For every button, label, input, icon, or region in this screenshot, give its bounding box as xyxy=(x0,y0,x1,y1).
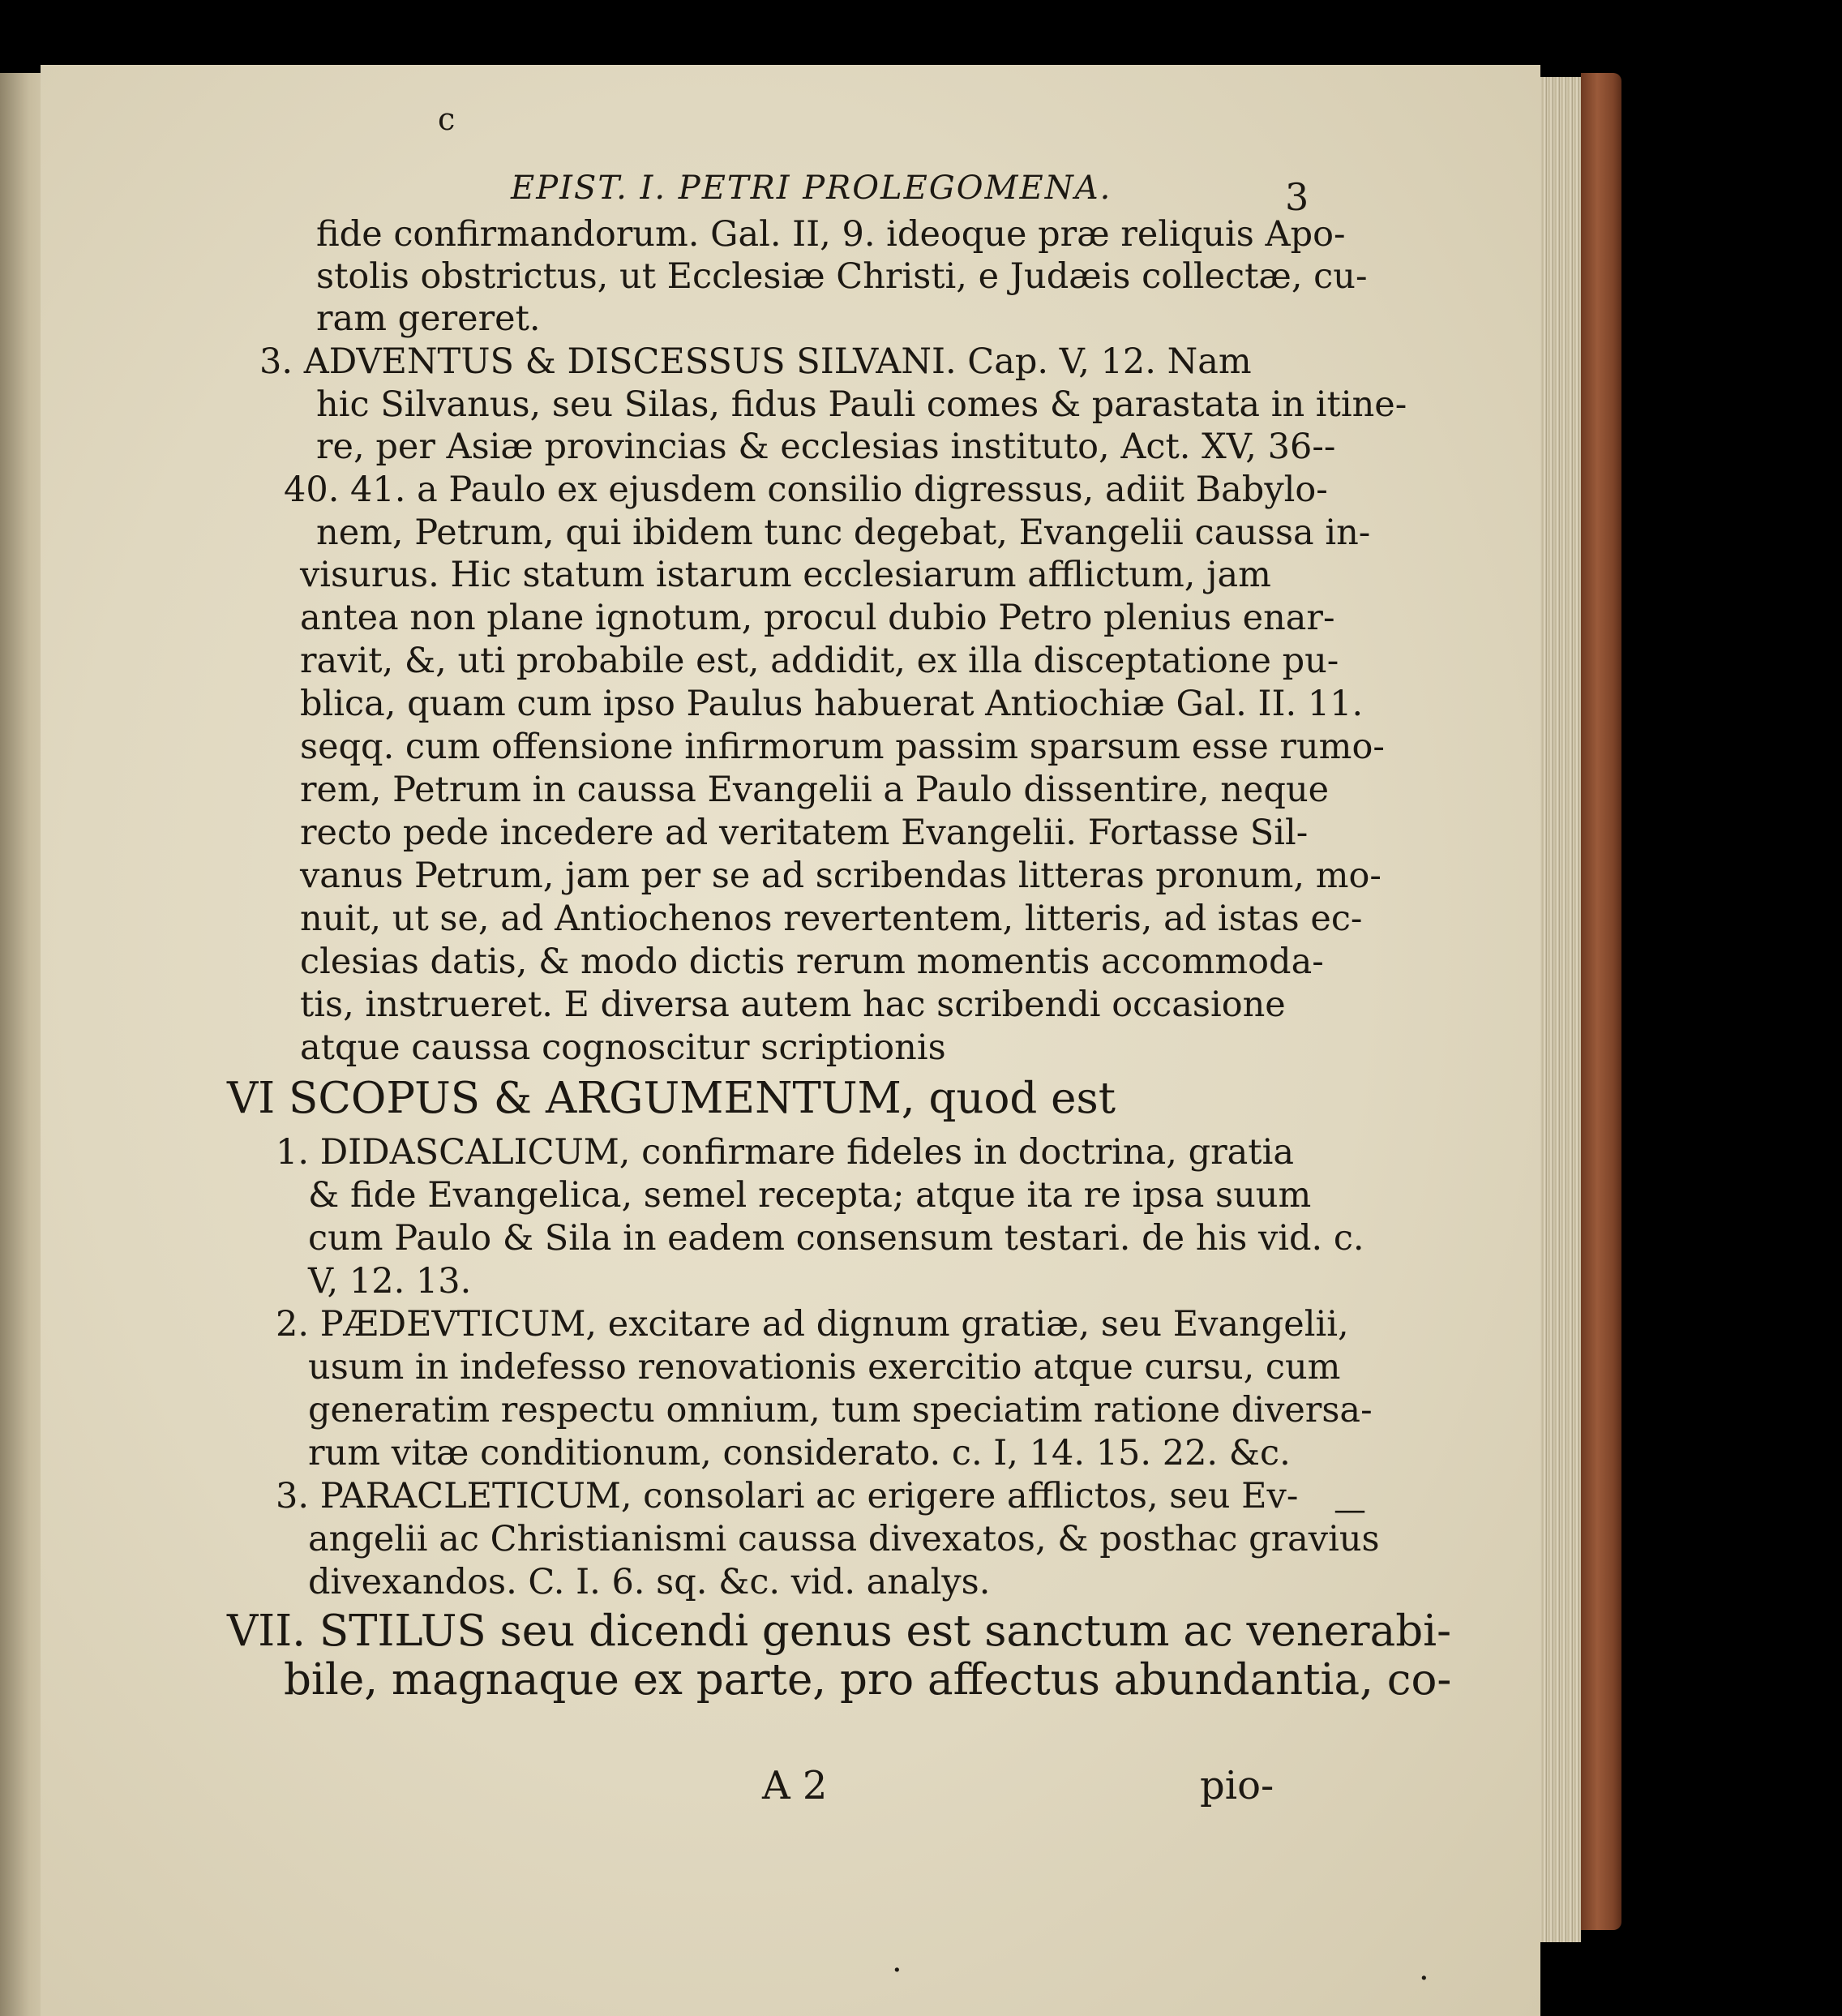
text-line: visurus. Hic statum istarum ecclesiarum afflictum, jam xyxy=(300,555,1271,595)
text-line: recto pede incedere ad veritatem Evangelii. Fortasse Sil- xyxy=(300,813,1309,853)
margin-mark: · xyxy=(892,1952,902,1989)
text-line: blica, quam cum ipso Paulus habuerat Antiochiæ Gal. II. 11. xyxy=(300,684,1364,724)
text-line: cum Paulo & Sila in eadem consensum testari. de his vid. c. xyxy=(308,1218,1364,1259)
text-line: atque caussa cognoscitur scriptionis xyxy=(300,1027,946,1068)
text-line: V, 12. 13. xyxy=(308,1261,472,1302)
text-line: stolis obstrictus, ut Ecclesiæ Christi, e Judæis collectæ, cu- xyxy=(316,256,1368,297)
text-line: 3. PARACLETICUM, consolari ac erigere afflictos, seu Ev- xyxy=(276,1476,1299,1516)
page-text xyxy=(41,65,1540,2016)
margin-mark: — xyxy=(1334,1491,1366,1529)
text-line: hic Silvanus, seu Silas, fidus Pauli comes & parastata in itine- xyxy=(316,384,1407,425)
text-line: re, per Asiæ provincias & ecclesias instituto, Act. XV, 36-- xyxy=(316,427,1336,467)
running-head: EPIST. I. PETRI PROLEGOMENA. xyxy=(511,169,1112,207)
text-line: rem, Petrum in caussa Evangelii a Paulo dissentire, neque xyxy=(300,770,1330,810)
page-edges xyxy=(1540,77,1581,1942)
text-line: vanus Petrum, jam per se ad scribendas litteras pronum, mo- xyxy=(300,856,1382,896)
text-line: rum vitæ conditionum, considerato. c. I, 14. 15. 22. &c. xyxy=(308,1433,1291,1473)
text-line: tis, instrueret. E diversa autem hac scribendi occasione xyxy=(300,984,1286,1025)
signature-mark: A 2 xyxy=(762,1763,828,1808)
margin-mark: · xyxy=(1419,1960,1429,1997)
text-line: VII. STILUS seu dicendi genus est sanctum ac venerabi- xyxy=(227,1606,1452,1656)
text-line: nem, Petrum, qui ibidem tunc degebat, Evangelii caussa in- xyxy=(316,513,1371,553)
text-line: seqq. cum offensione infirmorum passim sparsum esse rumo- xyxy=(300,727,1385,767)
text-line: VI SCOPUS & ARGUMENTUM, quod est xyxy=(227,1074,1116,1123)
text-line: clesias datis, & modo dictis rerum momentis accommoda- xyxy=(300,942,1324,982)
text-line: antea non plane ignotum, procul dubio Petro plenius enar- xyxy=(300,598,1335,638)
book-page xyxy=(41,65,1540,2016)
text-line: fide confirmandorum. Gal. II, 9. ideoque præ reliquis Apo- xyxy=(316,214,1346,255)
text-line: bile, magnaque ex parte, pro affectus abundantia, co- xyxy=(284,1655,1452,1705)
text-line: 40. 41. a Paulo ex ejusdem consilio digressus, adiit Babylo- xyxy=(284,470,1328,510)
catchword: pio- xyxy=(1200,1763,1274,1808)
page-number: 3 xyxy=(1285,175,1311,219)
book-cover-edge xyxy=(1581,73,1621,1930)
text-line: 1. DIDASCALICUM, confirmare fideles in doctrina, gratia xyxy=(276,1132,1294,1173)
text-line: angelii ac Christianismi caussa divexatos, & posthac gravius xyxy=(308,1519,1380,1559)
text-line: 2. PÆDEVTICUM, excitare ad dignum gratiæ, seu Evangelii, xyxy=(276,1304,1349,1345)
text-line: ram gereret. xyxy=(316,298,541,339)
text-line: divexandos. C. I. 6. sq. &c. vid. analys. xyxy=(308,1562,991,1602)
text-line: nuit, ut se, ad Antiochenos revertentem, litteris, ad istas ec- xyxy=(300,899,1363,939)
text-line: 3. ADVENTUS & DISCESSUS SILVANI. Cap. V, 12. Nam xyxy=(259,341,1252,382)
text-line: usum in indefesso renovationis exercitio atque cursu, cum xyxy=(308,1347,1341,1388)
text-line: ravit, &, uti probabile est, addidit, ex illa disceptatione pu- xyxy=(300,641,1339,681)
text-line: generatim respectu omnium, tum speciatim ratione diversa- xyxy=(308,1390,1373,1431)
text-line: & fide Evangelica, semel recepta; atque ita re ipsa suum xyxy=(308,1175,1312,1216)
header-mark: c xyxy=(438,101,456,137)
